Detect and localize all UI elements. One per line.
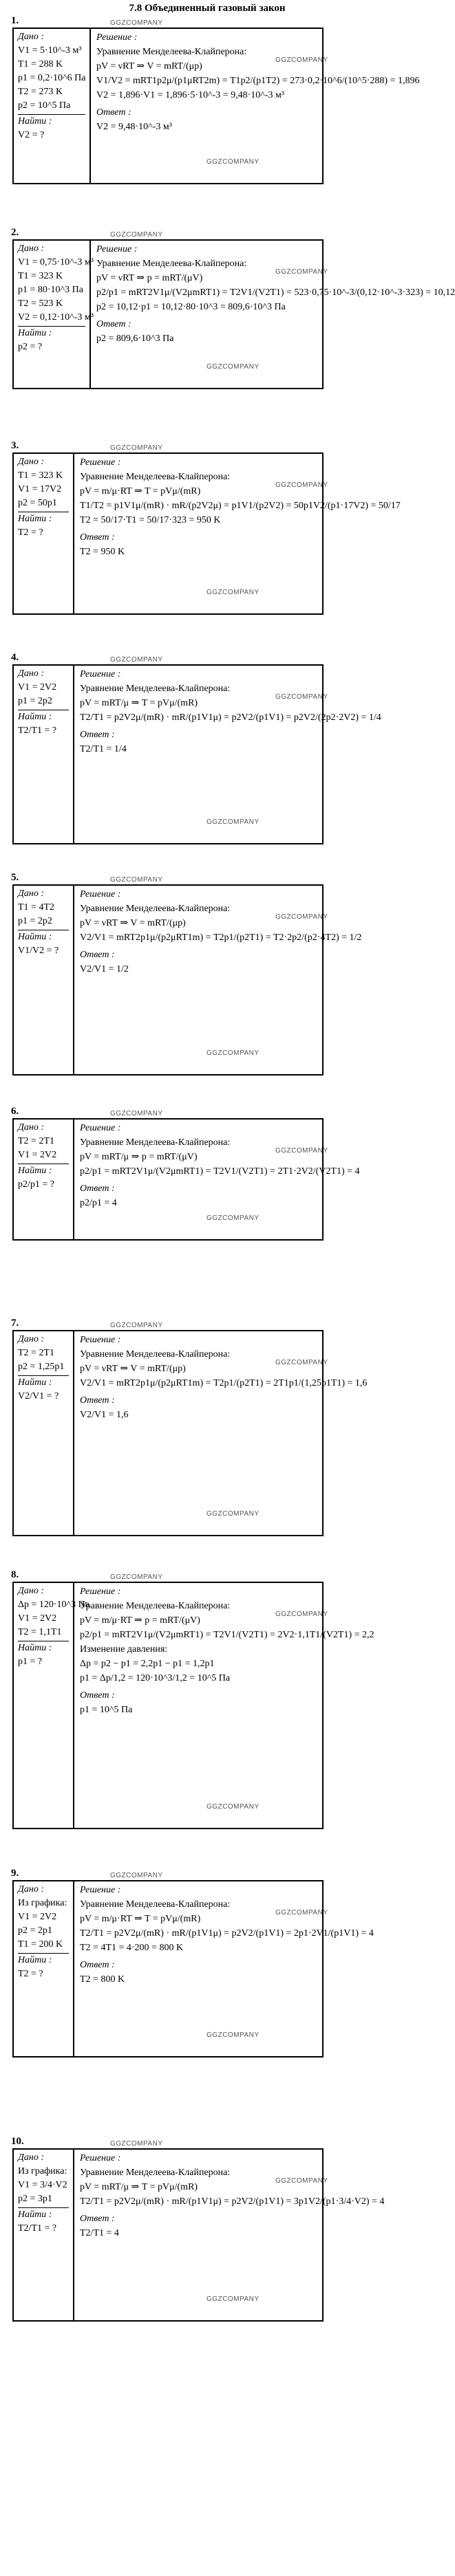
solution-line: T2/T1 = p2V2μ/(mR) · mR/(p1V1μ) = p2V2/(p1V1) = p2V2/(2p2·2V2) = 1/4 — [80, 712, 381, 723]
given-item: Δp = 120·10^3 Па — [18, 1600, 89, 1610]
given-item: Из графика: — [18, 2166, 67, 2176]
given-column — [14, 886, 74, 1074]
solution-column — [74, 1881, 374, 2056]
watermark-text: GGZCOMPANY — [207, 2295, 260, 2303]
problem-box — [12, 2148, 385, 2322]
solution-line: Уравнение Менделеева-Клайперона: — [80, 2168, 231, 2178]
problem-number: 10. — [11, 2136, 24, 2147]
given-item: V1 = 5·10^-3 м³ — [18, 45, 82, 56]
find-item: V2 = ? — [18, 130, 45, 140]
solution-line: Уравнение Менделеева-Клайперона: — [96, 47, 247, 57]
solution-line: Изменение давления: — [80, 1644, 168, 1655]
find-label: Найти : — [18, 326, 85, 340]
find-label: Найти : — [18, 512, 69, 526]
solution-label: Решение : — [80, 1586, 121, 1597]
answer-label: Ответ : — [80, 1183, 115, 1194]
given-item: V1 = 17V2 — [18, 484, 62, 494]
solution-label: Решение : — [80, 2153, 121, 2163]
find-item: p1 = ? — [18, 1657, 43, 1667]
given-label: Дано : — [18, 888, 45, 899]
watermark-text: GGZCOMPANY — [207, 1510, 260, 1518]
find-item: V1/V2 = ? — [18, 946, 59, 956]
given-item: V1 = 2V2 — [18, 682, 57, 692]
watermark-text: GGZCOMPANY — [110, 231, 163, 239]
solution-line: T1/T2 = p1V1μ/(mR) · mR/(p2V2μ) = p1V1/(p2V2) = 50p1V2/(p1·17V2) = 50/17 — [80, 501, 401, 511]
find-label: Найти : — [18, 1641, 69, 1655]
problem-box — [12, 452, 401, 615]
given-item: T2 = 2T1 — [18, 1348, 54, 1358]
solution-label: Решение : — [80, 889, 121, 899]
given-label: Дано : — [18, 1586, 45, 1596]
watermark-text: GGZCOMPANY — [275, 1611, 328, 1618]
problem-box — [12, 239, 455, 389]
given-item: T1 = 200 K — [18, 1939, 63, 1950]
solution-line: V1/V2 = mRT1p2μ/(p1μRT2m) = T1p2/(p1T2) = 273·0,2·10^6/(10^5·288) = 1,896 — [96, 76, 420, 86]
solution-line: pV = mRT/μ ⇒ p = mRT/(μV) — [80, 1152, 198, 1162]
given-item: p2 = 2p1 — [18, 1925, 52, 1936]
answer-label: Ответ : — [96, 107, 131, 118]
watermark-text: GGZCOMPANY — [110, 1322, 163, 1329]
solution-line: pV = νRT ⇒ V = mRT/(μp) — [80, 1364, 186, 1374]
solution-line: Уравнение Менделеева-Клайперона: — [80, 472, 231, 482]
answer-value: T2 = 800 K — [80, 1974, 125, 1985]
solution-line: pV = m/μ·RT ⇒ p = mRT/(μV) — [80, 1615, 200, 1626]
watermark-text: GGZCOMPANY — [110, 876, 163, 884]
given-item: p1 = 80·10^3 Па — [18, 285, 83, 295]
find-label: Найти : — [18, 1375, 69, 1390]
answer-label: Ответ : — [80, 730, 115, 740]
watermark-text: GGZCOMPANY — [110, 1872, 163, 1879]
problem-box — [12, 1880, 374, 2057]
find-label: Найти : — [18, 2207, 69, 2222]
given-column — [14, 241, 94, 388]
find-label: Найти : — [18, 710, 69, 724]
watermark-text: GGZCOMPANY — [110, 444, 163, 452]
given-label: Дано : — [18, 668, 45, 679]
solution-label: Решение : — [96, 32, 138, 43]
solution-line: pV = m/μ·RT ⇒ T = pVμ/(mR) — [80, 486, 201, 496]
solution-label: Решение : — [80, 1885, 121, 1895]
given-item: T1 = 323 K — [18, 271, 63, 281]
given-item: T2 = 2T1 — [18, 1136, 54, 1146]
answer-value: T2 = 950 K — [80, 547, 125, 557]
find-item: T2 = ? — [18, 1969, 43, 1979]
given-item: T1 = 323 K — [18, 470, 63, 481]
problem-box — [12, 1118, 360, 1241]
watermark-text: GGZCOMPANY — [207, 158, 260, 166]
solution-line: p2/p1 = mRT2V1μ/(V2μmRT1) = T2V1/(V2T1) = 523·0,75·10^-3/(0,12·10^-3·323) = 10,12 — [96, 287, 455, 298]
given-item: T1 = 4T2 — [18, 902, 54, 913]
answer-value: V2/V1 = 1,6 — [80, 1410, 129, 1420]
find-item: V2/V1 = ? — [18, 1391, 59, 1401]
answer-label: Ответ : — [80, 1395, 115, 1406]
watermark-text: GGZCOMPANY — [207, 363, 260, 371]
find-item: p2/p1 = ? — [18, 1179, 54, 1190]
given-item: V1 = 0,75·10^-3 м³ — [18, 257, 94, 268]
solution-column — [74, 2150, 385, 2320]
solution-line: pV = νRT ⇒ V = mRT/(μp) — [96, 61, 202, 72]
solution-line: V2 = 1,896·V1 = 1,896·5·10^-3 = 9,48·10^-3 м³ — [96, 90, 285, 100]
find-item: T2/T1 = ? — [18, 725, 57, 736]
watermark-text: GGZCOMPANY — [110, 1573, 163, 1581]
solution-label: Решение : — [80, 1123, 121, 1133]
watermark-text: GGZCOMPANY — [275, 56, 328, 64]
given-item: V2 = 0,12·10^-3 м³ — [18, 312, 94, 323]
watermark-text: GGZCOMPANY — [275, 481, 328, 489]
solution-line: Уравнение Менделеева-Клайперона: — [80, 1137, 231, 1148]
given-column — [14, 1331, 74, 1535]
find-item: T2 = ? — [18, 527, 43, 538]
watermark-text: GGZCOMPANY — [207, 1214, 260, 1222]
problem-box — [12, 664, 381, 844]
given-column — [14, 666, 74, 843]
given-label: Дано : — [18, 1122, 45, 1133]
solution-line: T2/T1 = p2V2μ/(mR) · mR/(p1V1μ) = p2V2/(p1V1) = 2p1·2V1/(p1V1) = 4 — [80, 1928, 374, 1939]
given-item: T2 = 273 K — [18, 87, 63, 97]
given-item: V1 = 2V2 — [18, 1613, 57, 1624]
solution-line: Уравнение Менделеева-Клайперона: — [80, 1601, 231, 1611]
watermark-text: GGZCOMPANY — [110, 1110, 163, 1117]
solution-label: Решение : — [80, 1335, 121, 1345]
given-column — [14, 1120, 74, 1239]
watermark-text: GGZCOMPANY — [275, 913, 328, 921]
watermark-text: GGZCOMPANY — [110, 2140, 163, 2148]
problem-box — [12, 28, 420, 184]
watermark-text: GGZCOMPANY — [207, 1049, 260, 1057]
solution-line: Δp = p2 − p1 = 2,2p1 − p1 = 1,2p1 — [80, 1659, 215, 1669]
watermark-text: GGZCOMPANY — [207, 2031, 260, 2039]
watermark-text: GGZCOMPANY — [207, 1803, 260, 1811]
solution-line: Уравнение Менделеева-Клайперона: — [80, 1899, 231, 1910]
answer-label: Ответ : — [96, 319, 131, 329]
answer-label: Ответ : — [80, 1960, 115, 1970]
watermark-text: GGZCOMPANY — [207, 589, 260, 596]
answer-label: Ответ : — [80, 950, 115, 960]
given-item: p1 = 2p2 — [18, 696, 52, 706]
answer-value: V2 = 9,48·10^-3 м³ — [96, 122, 172, 132]
given-item: T2 = 1,1T1 — [18, 1627, 62, 1637]
problem-number: 3. — [11, 440, 19, 451]
watermark-text: GGZCOMPANY — [275, 1909, 328, 1917]
problem-number: 1. — [11, 15, 19, 26]
watermark-text: GGZCOMPANY — [110, 19, 163, 27]
page-title: 7.8 Объединенный газовый закон — [129, 3, 286, 14]
watermark-text: GGZCOMPANY — [275, 1359, 328, 1366]
watermark-text: GGZCOMPANY — [207, 818, 260, 826]
solution-line: V2/V1 = mRT2p1μ/(p2μRT1m) = T2p1/(p2T1) = T2·2p2/(p2·4T2) = 1/2 — [80, 932, 362, 943]
solution-line: p2 = 10,12·p1 = 10,12·80·10^3 = 809,6·10^3 Па — [96, 302, 286, 312]
given-item: V1 = 3/4·V2 — [18, 2180, 67, 2190]
watermark-text: GGZCOMPANY — [110, 656, 163, 664]
solution-line: V2/V1 = mRT2p1μ/(p2μRT1m) = T2p1/(p2T1) = 2T1p1/(1,25p1T1) = 1,6 — [80, 1378, 368, 1388]
given-item: V1 = 2V2 — [18, 1150, 57, 1160]
watermark-text: GGZCOMPANY — [275, 693, 328, 701]
solution-line: Уравнение Менделеева-Клайперона: — [96, 259, 247, 269]
problem-number: 7. — [11, 1318, 19, 1329]
given-label: Дано : — [18, 243, 45, 254]
given-item: p2 = 50p1 — [18, 498, 57, 508]
solution-label: Решение : — [96, 244, 138, 254]
problem-number: 5. — [11, 872, 19, 883]
solution-line: T2/T1 = p2V2μ/(mR) · mR/(p1V1μ) = p2V2/(p1V1) = 3p1V2/(p1·3/4·V2) = 4 — [80, 2196, 385, 2207]
answer-value: p2/p1 = 4 — [80, 1198, 117, 1208]
solution-line: p2/p1 = mRT2V1μ/(V2μmRT1) = T2V1/(V2T1) = 2T1·2V2/(V2T1) = 4 — [80, 1166, 360, 1177]
watermark-text: GGZCOMPANY — [275, 268, 328, 276]
given-item: p2 = 3p1 — [18, 2194, 52, 2204]
problem-number: 2. — [11, 227, 19, 238]
find-label: Найти : — [18, 930, 69, 944]
problem-number: 8. — [11, 1569, 19, 1580]
solution-line: pV = m/μ·RT ⇒ T = pVμ/(mR) — [80, 1914, 201, 1924]
solution-column — [74, 666, 381, 843]
answer-value: T2/T1 = 4 — [80, 2228, 119, 2238]
find-label: Найти : — [18, 1953, 69, 1967]
solution-line: Уравнение Менделеева-Клайперона: — [80, 1349, 231, 1360]
solution-line: pV = νRT ⇒ V = mRT/(μp) — [80, 918, 186, 928]
given-column — [14, 1881, 74, 2056]
answer-value: p1 = 10^5 Па — [80, 1705, 133, 1715]
given-column — [14, 454, 74, 613]
solution-line: p2/p1 = mRT2V1μ/(V2μmRT1) = T2V1/(V2T1) = 2V2·1,1T1/(V2T1) = 2,2 — [80, 1630, 374, 1640]
answer-label: Ответ : — [80, 1690, 115, 1701]
given-item: p2 = 1,25p1 — [18, 1362, 65, 1372]
given-label: Дано : — [18, 32, 45, 42]
answer-value: V2/V1 = 1/2 — [80, 964, 129, 974]
solution-line: p1 = Δp/1,2 = 120·10^3/1,2 = 10^5 Па — [80, 1673, 231, 1683]
solution-label: Решение : — [80, 669, 121, 679]
given-item: p1 = 0,2·10^6 Па — [18, 73, 86, 83]
problem-box — [12, 1582, 374, 1829]
solution-column — [74, 1583, 374, 1828]
answer-label: Ответ : — [80, 532, 115, 543]
find-item: p2 = ? — [18, 342, 43, 352]
find-item: T2/T1 = ? — [18, 2223, 57, 2234]
given-item: Из графика: — [18, 1898, 67, 1908]
solution-line: pV = mRT/μ ⇒ T = pVμ/(mR) — [80, 2182, 198, 2192]
solution-line: Уравнение Менделеева-Клайперона: — [80, 904, 231, 914]
given-item: V1 = 2V2 — [18, 1912, 57, 1922]
find-label: Найти : — [18, 114, 85, 129]
given-item: T2 = 523 K — [18, 298, 63, 309]
find-label: Найти : — [18, 1164, 69, 1178]
given-item: T1 = 288 K — [18, 59, 63, 69]
solution-line: pV = νRT ⇒ p = mRT/(μV) — [96, 273, 203, 283]
given-column — [14, 1583, 89, 1828]
answer-label: Ответ : — [80, 2214, 115, 2224]
given-item: p2 = 10^5 Па — [18, 100, 71, 111]
given-column — [14, 2150, 74, 2320]
given-item: p1 = 2p2 — [18, 916, 52, 926]
answer-value: p2 = 809,6·10^3 Па — [96, 334, 174, 344]
watermark-text: GGZCOMPANY — [275, 2177, 328, 2185]
given-label: Дано : — [18, 1884, 45, 1895]
given-label: Дано : — [18, 1334, 45, 1344]
watermark-text: GGZCOMPANY — [275, 1147, 328, 1155]
solution-label: Решение : — [80, 457, 121, 468]
given-label: Дано : — [18, 2152, 45, 2163]
solution-line: T2 = 4T1 = 4·200 = 800 K — [80, 1943, 184, 1953]
given-column — [14, 29, 91, 183]
solution-column — [74, 1120, 360, 1239]
solution-line: T2 = 50/17·T1 = 50/17·323 = 950 K — [80, 515, 221, 525]
answer-value: T2/T1 = 1/4 — [80, 744, 127, 754]
solution-line: pV = mRT/μ ⇒ T = pVμ/(mR) — [80, 698, 198, 708]
given-label: Дано : — [18, 457, 45, 467]
solution-line: Уравнение Менделеева-Клайперона: — [80, 684, 231, 694]
problem-number: 6. — [11, 1106, 19, 1117]
problem-number: 9. — [11, 1868, 19, 1879]
problem-number: 4. — [11, 652, 19, 663]
solution-column — [74, 454, 401, 613]
